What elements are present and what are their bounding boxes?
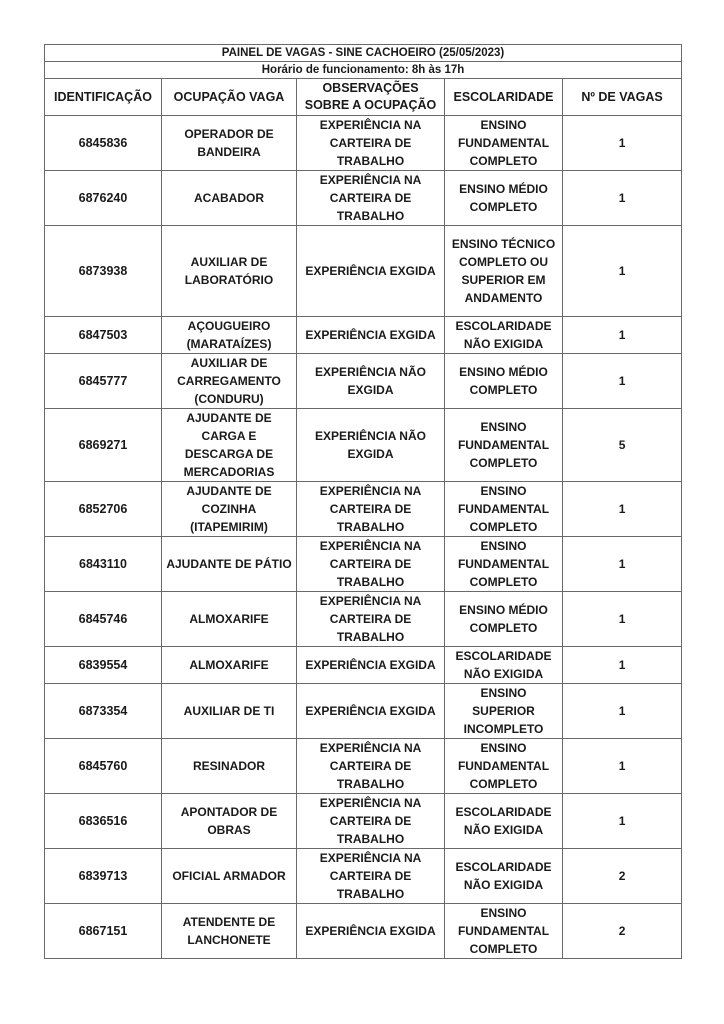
table-row: [45, 354, 682, 409]
cell-vagas: 2: [563, 849, 682, 904]
cell-identificacao: 6847503: [45, 317, 162, 354]
cell-ocupacao: ALMOXARIFE: [162, 647, 297, 684]
cell-identificacao: 6839713: [45, 849, 162, 904]
table-title: PAINEL DE VAGAS - SINE CACHOEIRO (25/05/2023): [45, 45, 682, 62]
cell-identificacao: 6836516: [45, 794, 162, 849]
table-row: [45, 171, 682, 226]
cell-observacoes: EXPERIÊNCIA NÃO EXGIDA: [297, 354, 445, 409]
table-subtitle: Horário de funcionamento: 8h às 17h: [45, 62, 682, 79]
cell-escolaridade: ENSINO FUNDAMENTAL COMPLETO: [445, 537, 563, 592]
cell-vagas: 2: [563, 904, 682, 959]
table-row: [45, 116, 682, 171]
cell-observacoes: EXPERIÊNCIA NA CARTEIRA DE TRABALHO: [297, 537, 445, 592]
cell-observacoes: EXPERIÊNCIA EXGIDA: [297, 647, 445, 684]
cell-ocupacao: AUXILIAR DE CARREGAMENTO (CONDURU): [162, 354, 297, 409]
cell-escolaridade: ENSINO MÉDIO COMPLETO: [445, 354, 563, 409]
cell-ocupacao: AJUDANTE DE COZINHA (ITAPEMIRIM): [162, 482, 297, 537]
cell-ocupacao: ALMOXARIFE: [162, 592, 297, 647]
table-row: [45, 226, 682, 317]
table-row: [45, 647, 682, 684]
cell-escolaridade: ESCOLARIDADE NÃO EXIGIDA: [445, 647, 563, 684]
cell-ocupacao: OFICIAL ARMADOR: [162, 849, 297, 904]
cell-observacoes: EXPERIÊNCIA NA CARTEIRA DE TRABALHO: [297, 592, 445, 647]
cell-vagas: 1: [563, 171, 682, 226]
cell-ocupacao: RESINADOR: [162, 739, 297, 794]
table-row: [45, 409, 682, 482]
cell-observacoes: EXPERIÊNCIA EXGIDA: [297, 317, 445, 354]
cell-identificacao: 6867151: [45, 904, 162, 959]
cell-identificacao: 6843110: [45, 537, 162, 592]
table-row: [45, 317, 682, 354]
header-ocupacao: OCUPAÇÃO VAGA: [162, 79, 297, 116]
cell-escolaridade: ENSINO MÉDIO COMPLETO: [445, 171, 563, 226]
cell-escolaridade: ESCOLARIDADE NÃO EXIGIDA: [445, 794, 563, 849]
cell-identificacao: 6869271: [45, 409, 162, 482]
table-row: [45, 684, 682, 739]
cell-identificacao: 6845760: [45, 739, 162, 794]
cell-identificacao: 6845746: [45, 592, 162, 647]
table-row: [45, 592, 682, 647]
cell-ocupacao: AJUDANTE DE PÁTIO: [162, 537, 297, 592]
cell-ocupacao: ACABADOR: [162, 171, 297, 226]
cell-vagas: 1: [563, 794, 682, 849]
cell-identificacao: 6852706: [45, 482, 162, 537]
cell-vagas: 1: [563, 354, 682, 409]
cell-ocupacao: AÇOUGUEIRO (MARATAÍZES): [162, 317, 297, 354]
cell-vagas: 1: [563, 116, 682, 171]
cell-observacoes: EXPERIÊNCIA NA CARTEIRA DE TRABALHO: [297, 794, 445, 849]
header-observacoes: OBSERVAÇÕES SOBRE A OCUPAÇÃO: [297, 79, 445, 116]
table-row: [45, 904, 682, 959]
table-row: [45, 794, 682, 849]
cell-escolaridade: ENSINO FUNDAMENTAL COMPLETO: [445, 409, 563, 482]
cell-identificacao: 6839554: [45, 647, 162, 684]
cell-escolaridade: ENSINO SUPERIOR INCOMPLETO: [445, 684, 563, 739]
table-row: [45, 849, 682, 904]
cell-observacoes: EXPERIÊNCIA NA CARTEIRA DE TRABALHO: [297, 171, 445, 226]
cell-observacoes: EXPERIÊNCIA EXGIDA: [297, 226, 445, 317]
cell-vagas: 1: [563, 482, 682, 537]
table-row: [45, 537, 682, 592]
cell-vagas: 5: [563, 409, 682, 482]
table-row: [45, 739, 682, 794]
cell-observacoes: EXPERIÊNCIA NA CARTEIRA DE TRABALHO: [297, 739, 445, 794]
cell-identificacao: 6876240: [45, 171, 162, 226]
cell-escolaridade: ESCOLARIDADE NÃO EXIGIDA: [445, 317, 563, 354]
cell-identificacao: 6873354: [45, 684, 162, 739]
cell-observacoes: EXPERIÊNCIA EXGIDA: [297, 904, 445, 959]
cell-ocupacao: OPERADOR DE BANDEIRA: [162, 116, 297, 171]
cell-escolaridade: ENSINO FUNDAMENTAL COMPLETO: [445, 904, 563, 959]
cell-identificacao: 6845777: [45, 354, 162, 409]
cell-observacoes: EXPERIÊNCIA NA CARTEIRA DE TRABALHO: [297, 116, 445, 171]
cell-identificacao: 6845836: [45, 116, 162, 171]
cell-observacoes: EXPERIÊNCIA EXGIDA: [297, 684, 445, 739]
header-escolaridade: ESCOLARIDADE: [445, 79, 563, 116]
cell-observacoes: EXPERIÊNCIA NÃO EXGIDA: [297, 409, 445, 482]
cell-identificacao: 6873938: [45, 226, 162, 317]
cell-escolaridade: ENSINO FUNDAMENTAL COMPLETO: [445, 482, 563, 537]
cell-ocupacao: ATENDENTE DE LANCHONETE: [162, 904, 297, 959]
cell-escolaridade: ENSINO MÉDIO COMPLETO: [445, 592, 563, 647]
cell-escolaridade: ENSINO TÉCNICO COMPLETO OU SUPERIOR EM ANDAMENTO: [445, 226, 563, 317]
cell-vagas: 1: [563, 647, 682, 684]
cell-vagas: 1: [563, 317, 682, 354]
cell-observacoes: EXPERIÊNCIA NA CARTEIRA DE TRABALHO: [297, 849, 445, 904]
vacancy-table: [44, 44, 682, 959]
cell-ocupacao: APONTADOR DE OBRAS: [162, 794, 297, 849]
cell-ocupacao: AUXILIAR DE LABORATÓRIO: [162, 226, 297, 317]
header-identificacao: IDENTIFICAÇÃO: [45, 79, 162, 116]
cell-escolaridade: ENSINO FUNDAMENTAL COMPLETO: [445, 739, 563, 794]
cell-vagas: 1: [563, 739, 682, 794]
cell-escolaridade: ESCOLARIDADE NÃO EXIGIDA: [445, 849, 563, 904]
cell-vagas: 1: [563, 684, 682, 739]
cell-vagas: 1: [563, 592, 682, 647]
cell-ocupacao: AJUDANTE DE CARGA E DESCARGA DE MERCADORIAS: [162, 409, 297, 482]
cell-escolaridade: ENSINO FUNDAMENTAL COMPLETO: [445, 116, 563, 171]
cell-observacoes: EXPERIÊNCIA NA CARTEIRA DE TRABALHO: [297, 482, 445, 537]
cell-vagas: 1: [563, 537, 682, 592]
cell-ocupacao: AUXILIAR DE TI: [162, 684, 297, 739]
table-row: [45, 482, 682, 537]
cell-vagas: 1: [563, 226, 682, 317]
header-vagas: Nº DE VAGAS: [563, 79, 682, 116]
